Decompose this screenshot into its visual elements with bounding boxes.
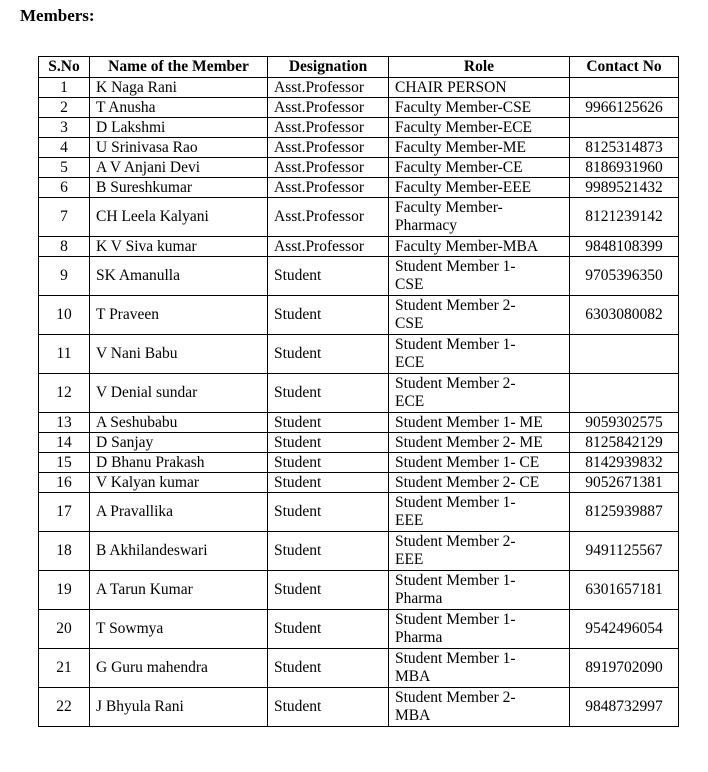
role-line: Student Member 1- [395,258,516,275]
table-row [39,413,679,433]
cell-role [389,571,570,610]
header-name: Name of the Member [90,57,268,78]
cell-contact-number: 9705396350 [570,257,679,296]
role-line: Student Member 2- [395,533,516,550]
role-line: Student Member 1- CE [395,453,540,471]
cell-contact-number: 9989521432 [570,178,679,198]
cell-sno: 3 [39,118,90,138]
cell-designation: Asst.Professor [268,98,389,118]
cell-member-name: V Nani Babu [90,335,268,374]
role-line: Pharma [395,590,443,607]
role-line: CSE [395,315,424,332]
cell-contact-number: 8142939832 [570,453,679,473]
role-line: MBA [395,707,431,724]
cell-member-name: A Tarun Kumar [90,571,268,610]
role-line: Student Member 1- [395,494,516,511]
cell-role [389,198,570,237]
cell-designation: Student [268,473,389,493]
role-line: EEE [395,512,424,529]
role-line: Student Member 1- [395,572,516,589]
cell-role [389,98,570,118]
cell-member-name: V Kalyan kumar [90,473,268,493]
table-row [39,688,679,727]
cell-sno: 12 [39,374,90,413]
cell-designation: Student [268,335,389,374]
table-row [39,610,679,649]
cell-sno: 2 [39,98,90,118]
cell-role [389,237,570,257]
cell-contact-number [570,335,679,374]
cell-role [389,493,570,532]
cell-contact-number: 8125842129 [570,433,679,453]
cell-member-name: T Sowmya [90,610,268,649]
cell-contact-number: 6303080082 [570,296,679,335]
cell-role [389,649,570,688]
cell-contact-number: 6301657181 [570,571,679,610]
cell-member-name: T Anusha [90,98,268,118]
cell-member-name: B Akhilandeswari [90,532,268,571]
cell-designation: Asst.Professor [268,198,389,237]
cell-designation: Asst.Professor [268,78,389,98]
table-row [39,98,679,118]
cell-sno: 17 [39,493,90,532]
cell-contact-number: 9491125567 [570,532,679,571]
cell-designation: Student [268,296,389,335]
cell-sno: 4 [39,138,90,158]
cell-designation: Asst.Professor [268,158,389,178]
cell-designation: Student [268,374,389,413]
cell-designation: Student [268,610,389,649]
cell-contact-number: 8919702090 [570,649,679,688]
cell-member-name: V Denial sundar [90,374,268,413]
header-contact: Contact No [570,57,679,78]
cell-contact-number: 9848108399 [570,237,679,257]
table-row [39,571,679,610]
role-line: Faculty Member-MBA [395,237,539,255]
cell-role [389,296,570,335]
header-sno: S.No [39,57,90,78]
cell-member-name: D Lakshmi [90,118,268,138]
role-line: CHAIR PERSON [395,78,507,96]
table-row [39,237,679,257]
cell-contact-number: 9848732997 [570,688,679,727]
members-table-body [39,78,679,727]
cell-sno: 19 [39,571,90,610]
cell-role [389,138,570,158]
table-row [39,649,679,688]
cell-role [389,532,570,571]
table-row [39,78,679,98]
cell-contact-number [570,118,679,138]
header-designation: Designation [268,57,389,78]
cell-designation: Asst.Professor [268,237,389,257]
role-line: Faculty Member- [395,199,503,216]
cell-role [389,118,570,138]
role-line: Faculty Member-CE [395,158,523,176]
role-line: Student Member 2- [395,375,516,392]
cell-role [389,158,570,178]
role-line: Faculty Member-CSE [395,98,532,116]
table-row [39,138,679,158]
role-line: CSE [395,276,424,293]
cell-contact-number: 8186931960 [570,158,679,178]
cell-designation: Asst.Professor [268,178,389,198]
cell-role [389,374,570,413]
table-row [39,532,679,571]
role-line: Student Member 2- [395,297,516,314]
cell-role [389,335,570,374]
cell-contact-number [570,374,679,413]
cell-designation: Student [268,688,389,727]
cell-sno: 18 [39,532,90,571]
cell-member-name: U Srinivasa Rao [90,138,268,158]
cell-designation: Student [268,649,389,688]
cell-sno: 13 [39,413,90,433]
cell-contact-number: 9052671381 [570,473,679,493]
members-table [38,56,679,727]
cell-role [389,688,570,727]
cell-sno: 11 [39,335,90,374]
cell-sno: 20 [39,610,90,649]
table-row [39,433,679,453]
cell-member-name: G Guru mahendra [90,649,268,688]
table-row [39,374,679,413]
cell-designation: Student [268,433,389,453]
table-row [39,473,679,493]
cell-sno: 8 [39,237,90,257]
header-row [39,57,679,78]
cell-contact-number: 9059302575 [570,413,679,433]
cell-member-name: A Pravallika [90,493,268,532]
cell-designation: Student [268,493,389,532]
table-row [39,198,679,237]
cell-member-name: J Bhyula Rani [90,688,268,727]
role-line: Pharmacy [395,217,457,234]
table-row [39,257,679,296]
cell-designation: Student [268,532,389,571]
cell-role [389,433,570,453]
cell-role [389,610,570,649]
cell-sno: 7 [39,198,90,237]
table-row [39,296,679,335]
cell-member-name: CH Leela Kalyani [90,198,268,237]
role-line: ECE [395,393,425,410]
cell-member-name: SK Amanulla [90,257,268,296]
role-line: Student Member 2- [395,689,516,706]
cell-designation: Student [268,413,389,433]
cell-role [389,257,570,296]
cell-sno: 1 [39,78,90,98]
cell-sno: 14 [39,433,90,453]
cell-sno: 22 [39,688,90,727]
cell-member-name: A V Anjani Devi [90,158,268,178]
role-line: Pharma [395,629,443,646]
section-heading: Members: [20,6,95,25]
cell-role [389,453,570,473]
cell-member-name: B Sureshkumar [90,178,268,198]
table-row [39,178,679,198]
cell-contact-number: 9542496054 [570,610,679,649]
table-row [39,453,679,473]
cell-contact-number: 8121239142 [570,198,679,237]
table-row [39,493,679,532]
cell-role [389,178,570,198]
cell-contact-number: 9966125626 [570,98,679,118]
cell-contact-number: 8125314873 [570,138,679,158]
cell-member-name: K V Siva kumar [90,237,268,257]
cell-contact-number [570,78,679,98]
role-line: Faculty Member-EEE [395,178,532,196]
cell-sno: 10 [39,296,90,335]
role-line: ECE [395,354,425,371]
cell-sno: 5 [39,158,90,178]
cell-role [389,413,570,433]
cell-role [389,78,570,98]
role-line: Student Member 1- [395,336,516,353]
cell-sno: 6 [39,178,90,198]
cell-contact-number: 8125939887 [570,493,679,532]
role-line: Faculty Member-ECE [395,118,533,136]
cell-member-name: D Sanjay [90,433,268,453]
cell-role [389,473,570,493]
cell-designation: Asst.Professor [268,118,389,138]
role-line: Student Member 2- CE [395,473,540,491]
table-row [39,335,679,374]
cell-designation: Student [268,571,389,610]
cell-designation: Asst.Professor [268,138,389,158]
cell-designation: Student [268,453,389,473]
cell-member-name: T Praveen [90,296,268,335]
cell-sno: 16 [39,473,90,493]
cell-sno: 15 [39,453,90,473]
cell-designation: Student [268,257,389,296]
role-line: Faculty Member-ME [395,138,526,156]
role-line: Student Member 1- [395,611,516,628]
role-line: Student Member 2- ME [395,433,543,451]
role-line: EEE [395,551,424,568]
header-role: Role [389,57,570,78]
role-line: Student Member 1- [395,650,516,667]
cell-sno: 21 [39,649,90,688]
cell-member-name: A Seshubabu [90,413,268,433]
cell-member-name: K Naga Rani [90,78,268,98]
cell-member-name: D Bhanu Prakash [90,453,268,473]
role-line: Student Member 1- ME [395,413,543,431]
table-row [39,118,679,138]
cell-sno: 9 [39,257,90,296]
table-row [39,158,679,178]
role-line: MBA [395,668,431,685]
